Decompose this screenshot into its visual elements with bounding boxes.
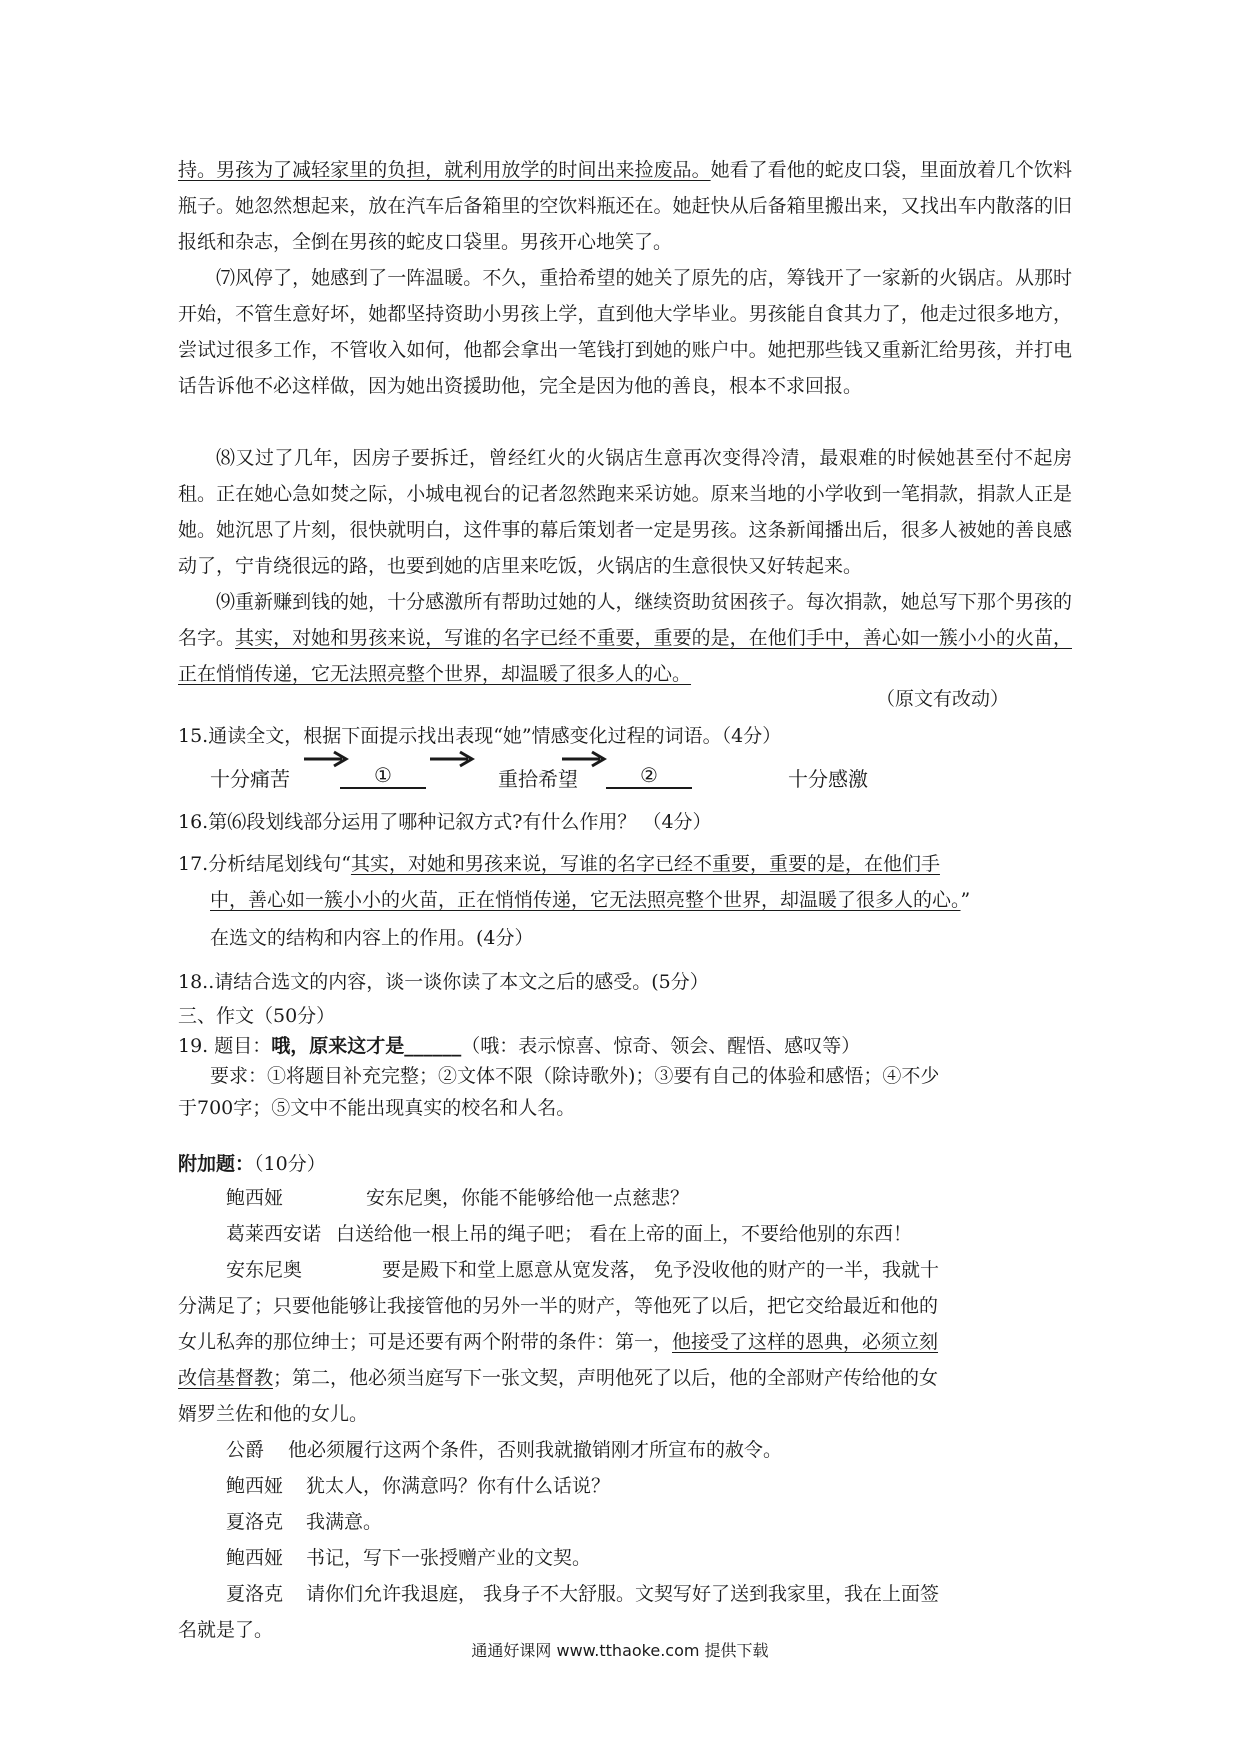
dialogue-continuation: 婿罗兰佐和他的女儿。 bbox=[178, 1403, 369, 1425]
dialogue-line: 公爵 他必须履行这两个条件，否则我就撤销刚才所宣布的赦令。 bbox=[226, 1439, 783, 1461]
answer-blank-2[interactable]: ② bbox=[606, 763, 692, 789]
flow-step-3: 重拾希望 bbox=[498, 767, 578, 791]
arrow-right-icon bbox=[560, 749, 608, 769]
dialogue-line: 鲍西娅 书记，写下一张授赠产业的文契。 bbox=[226, 1547, 592, 1569]
paragraph-9-text: ⑼重新赚到钱的她，十分感激所有帮助过她的人，继续资助贫困孩子。每次捐款，她总写下那个男孩的名字。 bbox=[178, 591, 1072, 649]
flow-step-1: 十分痛苦 bbox=[210, 767, 290, 791]
question-16: 16.第⑹段划线部分运用了哪种记叙方式?有什么作用？ （4分） bbox=[178, 811, 712, 833]
dialogue-continuation: 改信基督教；第二，他必须当庭写下一张文契，声明他死了以后，他的全部财产传给他的女 bbox=[178, 1367, 939, 1389]
dialogue-line: 夏洛克 请你们允许我退庭， 我身子不大舒服。文契写好了送到我家里，我在上面签 bbox=[226, 1583, 940, 1605]
question-17-line-2: 中，善心如一簇小小的火苗，正在悄悄传递，它无法照亮整个世界，却温暖了很多人的心。” bbox=[210, 889, 971, 911]
question-15: 15.通读全文，根据下面提示找出表现“她”情感变化过程的词语。（4分） bbox=[178, 725, 782, 747]
dialogue-line: 鲍西娅 犹太人，你满意吗？你有什么话说？ bbox=[226, 1475, 611, 1497]
question-17-line-3: 在选文的结构和内容上的作用。(4分） bbox=[210, 927, 534, 949]
paragraph-6-tail bbox=[178, 152, 1072, 260]
dialogue-line: 鲍西娅 安东尼奥，你能不能够给他一点慈悲？ bbox=[226, 1187, 690, 1209]
paragraph-7: ⑺风停了，她感到了一阵温暖。不久，重拾希望的她关了原先的店，筹钱开了一家新的火锅店。从那时开始，不管生意好坏，她都坚持资助小男孩上学，直到他大学毕业。男孩能自食其力了，他走过很多地方，尝试过很多工作，不管收入如何，他都会拿出一笔钱打到她的账户中。她把那些钱又重新汇给男孩，并打电话告诉他不必这样做，因为她出资援助他，完全是因为他的善良，根本不求回报。 bbox=[178, 267, 1072, 397]
emotion-flow bbox=[210, 755, 910, 795]
dialogue-line: 安东尼奥 要是殿下和堂上愿意从宽发落， 免予没收他的财产的一半，我就十 bbox=[226, 1259, 940, 1281]
dialogue-line: 葛莱西安诺 白送给他一根上吊的绳子吧； 看在上帝的面上，不要给他别的东西！ bbox=[226, 1223, 913, 1245]
question-19-requirements-2: 于700字；⑤文中不能出现真实的校名和人名。 bbox=[178, 1097, 576, 1119]
arrow-right-icon bbox=[428, 749, 476, 769]
underlined-sentence-p9: 其实，对她和男孩来说，写谁的名字已经不重要，重要的是，在他们手中，善心如一簇小小的火苗，正在悄悄传递，它无法照亮整个世界，却温暖了很多人的心。 bbox=[178, 627, 1072, 685]
essay-title-blank[interactable]: ______ bbox=[404, 1035, 462, 1057]
dialogue-continuation: 名就是了。 bbox=[178, 1619, 274, 1641]
question-17-line-1: 17.分析结尾划线句“其实，对她和男孩来说，写谁的名字已经不重要，重要的是，在他们手 bbox=[178, 853, 940, 875]
extra-question-heading: 附加题：（10分） bbox=[178, 1153, 326, 1175]
essay-title: 哦，原来这才是 bbox=[271, 1035, 405, 1057]
question-19: 19. 题目：哦，原来这才是______（哦：表示惊喜、惊奇、领会、醒悟、感叹等） bbox=[178, 1035, 861, 1057]
paragraph-8: ⑻又过了几年，因房子要拆迁，曾经红火的火锅店生意再次变得冷清，最艰难的时候她甚至付不起房租。正在她心急如焚之际，小城电视台的记者忽然跑来采访她。原来当地的小学收到一笔捐款，捐款人正是她。她沉思了片刻，很快就明白，这件事的幕后策划者一定是男孩。这条新闻播出后，很多人被她的善良感动了，宁肯绕很远的路，也要到她的店里来吃饭，火锅店的生意很快又好转起来。 bbox=[178, 447, 1072, 577]
paragraph-9 bbox=[178, 584, 1072, 692]
answer-blank-1[interactable]: ① bbox=[340, 763, 426, 789]
flow-step-5: 十分感激 bbox=[788, 767, 868, 791]
paragraph-6-text: 她看了看他的蛇皮口袋，里面放着几个饮料瓶子。她忽然想起来，放在汽车后备箱里的空饮料瓶还在。她赶快从后备箱里搬出来，又找出车内散落的旧报纸和杂志，全倒在男孩的蛇皮口袋里。男孩开心地笑了。 bbox=[178, 159, 1072, 253]
dialogue-continuation: 女儿私奔的那位绅士；可是还要有两个附带的条件：第一，他接受了这样的恩典，必须立刻 bbox=[178, 1331, 939, 1353]
page-footer: 通通好课网 www.tthaoke.com 提供下载 bbox=[471, 1641, 769, 1660]
dialogue-block bbox=[178, 1180, 1072, 1648]
dialogue-line: 夏洛克 我满意。 bbox=[226, 1511, 383, 1533]
section-3-heading: 三、作文（50分） bbox=[178, 1005, 336, 1027]
question-19-requirements-1: 要求：①将题目补充完整；②文体不限（除诗歌外)；③要有自己的体验和感悟；④不少 bbox=[210, 1065, 940, 1087]
dialogue-continuation: 分满足了；只要他能够让我接管他的另外一半的财产，等他死了以后，把它交给最近和他的 bbox=[178, 1295, 939, 1317]
source-note: （原文有改动） bbox=[876, 688, 1010, 710]
underlined-sentence-p6: 持。男孩为了减轻家里的负担，就利用放学的时间出来捡废品。 bbox=[178, 159, 711, 181]
question-18: 18..请结合选文的内容，谈一谈你读了本文之后的感受。(5分） bbox=[178, 971, 709, 993]
